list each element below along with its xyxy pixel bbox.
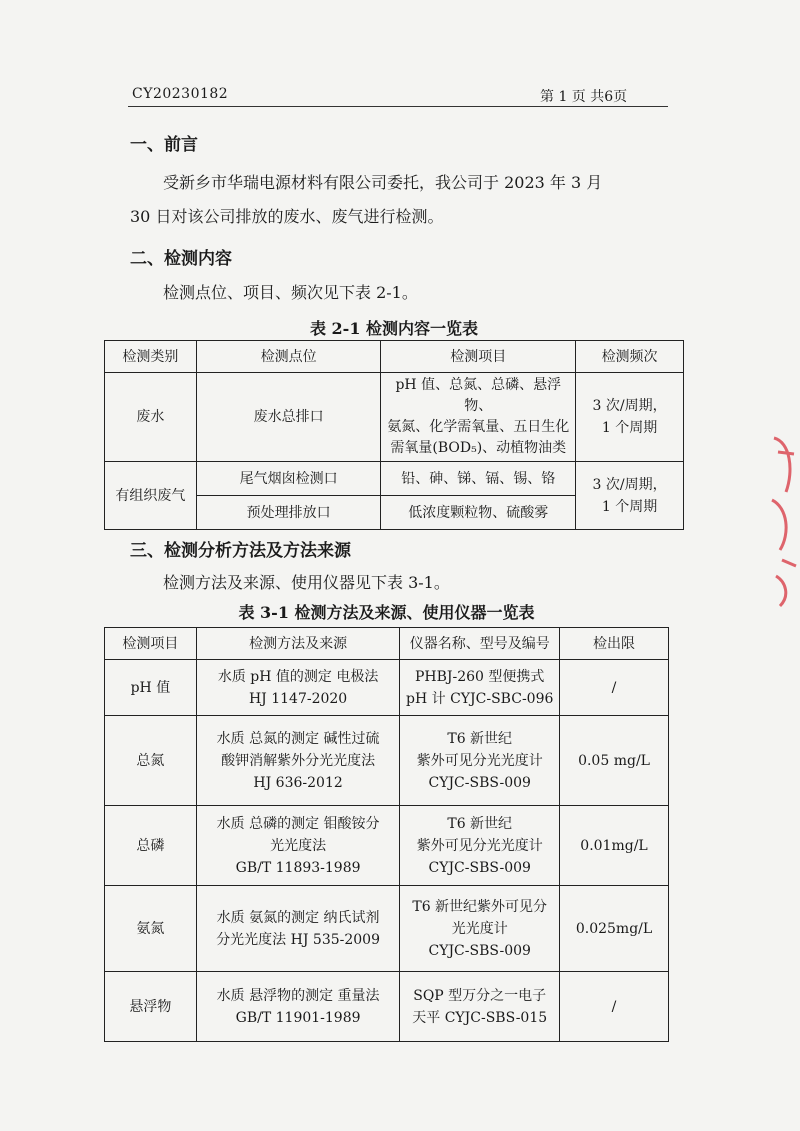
- method-line: 光光度法: [270, 837, 327, 854]
- instrument-line: 紫外可见分光光度计: [416, 752, 543, 769]
- instrument-line: pH 计 CYJC-SBC-096: [406, 690, 554, 707]
- table-row: [105, 373, 684, 462]
- cell-method: [196, 972, 400, 1042]
- method-line: HJ 636-2012: [253, 774, 343, 791]
- section-3-title: 三、检测分析方法及方法来源: [130, 541, 351, 561]
- section-2-text: 检测点位、项目、频次见下表 2-1。: [163, 283, 418, 302]
- table-header-row: [105, 341, 684, 373]
- method-line: 分光光度法 HJ 535-2009: [216, 931, 380, 948]
- cell-limit: 0.025mg/L: [560, 886, 669, 972]
- item-line: 需氧量(BOD₅)、动植物油类: [390, 440, 567, 456]
- header-point: 检测点位: [196, 341, 381, 373]
- method-line: 水质 氨氮的测定 纳氏试剂: [216, 909, 380, 926]
- cell-instrument: [400, 886, 560, 972]
- table-row: [105, 886, 669, 972]
- header-rule: [128, 106, 668, 107]
- cell-frequency: [576, 462, 684, 530]
- header-item: 检测项目: [105, 628, 197, 660]
- instrument-line: SQP 型万分之一电子: [413, 987, 547, 1004]
- item-line: 氨氮、化学需氧量、五日生化: [387, 419, 570, 435]
- cell-point: 尾气烟囱检测口: [196, 462, 381, 496]
- instrument-line: 天平 CYJC-SBS-015: [412, 1009, 548, 1026]
- table-row: [105, 660, 669, 716]
- item-line: pH 值、总氮、总磷、悬浮物、: [395, 377, 562, 414]
- method-line: HJ 1147-2020: [248, 690, 348, 707]
- cell-limit: 0.05 mg/L: [560, 716, 669, 806]
- table-methods: [104, 627, 669, 1042]
- cell-items: 低浓度颗粒物、硫酸雾: [381, 496, 576, 530]
- section-1-line-1: 受新乡市华瑞电源材料有限公司委托，我公司于 2023 年 3 月: [163, 173, 603, 192]
- method-line: 水质 总磷的测定 钼酸铵分: [216, 815, 380, 832]
- cell-item: 总氮: [105, 716, 197, 806]
- method-line: 水质 悬浮物的测定 重量法: [216, 987, 380, 1004]
- cell-item: pH 值: [105, 660, 197, 716]
- section-1-line-2: 30 日对该公司排放的废水、废气进行检测。: [130, 207, 444, 226]
- freq-line: 3 次/周期，: [592, 476, 667, 493]
- instrument-line: 紫外可见分光光度计: [416, 837, 543, 854]
- method-line: GB/T 11893-1989: [235, 859, 361, 876]
- cell-category: 废水: [105, 373, 197, 462]
- freq-line: 1 个周期: [601, 498, 658, 515]
- cell-limit: 0.01mg/L: [560, 806, 669, 886]
- instrument-line: T6 新世纪: [447, 815, 513, 832]
- header-category: 检测类别: [105, 341, 197, 373]
- cell-items: 铅、砷、锑、镉、锡、铬: [381, 462, 576, 496]
- table-header-row: [105, 628, 669, 660]
- instrument-line: T6 新世纪: [447, 730, 513, 747]
- cell-method: [196, 886, 400, 972]
- cell-item: 总磷: [105, 806, 197, 886]
- header-method: 检测方法及来源: [196, 628, 400, 660]
- instrument-line: T6 新世纪紫外可见分: [412, 898, 548, 915]
- header-limit: 检出限: [560, 628, 669, 660]
- cell-category: 有组织废气: [105, 462, 197, 530]
- cell-limit: /: [560, 972, 669, 1042]
- cell-instrument: [400, 806, 560, 886]
- cell-method: [196, 660, 400, 716]
- instrument-line: PHBJ-260 型便携式: [414, 668, 545, 685]
- table-row: [105, 806, 669, 886]
- cell-item: 悬浮物: [105, 972, 197, 1042]
- table-1-caption: 表 2-1 检测内容一览表: [309, 319, 479, 338]
- table-row: [105, 462, 684, 496]
- header-frequency: 检测频次: [576, 341, 684, 373]
- section-2-title: 二、检测内容: [130, 249, 232, 269]
- seal-stamp-fragment: [760, 430, 800, 610]
- instrument-line: CYJC-SBS-009: [428, 942, 531, 959]
- cell-point: 预处理排放口: [196, 496, 381, 530]
- method-line: GB/T 11901-1989: [235, 1009, 361, 1026]
- instrument-line: CYJC-SBS-009: [428, 859, 531, 876]
- table-2-caption: 表 3-1 检测方法及来源、使用仪器一览表: [238, 603, 535, 622]
- section-3-text: 检测方法及来源、使用仪器见下表 3-1。: [163, 573, 450, 592]
- page-info: 第 1 页 共6页: [540, 89, 628, 105]
- cell-items: [381, 373, 576, 462]
- method-line: 酸钾消解紫外分光光度法: [221, 752, 376, 769]
- header-items: 检测项目: [381, 341, 576, 373]
- method-line: 水质 总氮的测定 碱性过硫: [216, 730, 380, 747]
- cell-instrument: [400, 716, 560, 806]
- method-line: 水质 pH 值的测定 电极法: [217, 668, 379, 685]
- cell-method: [196, 716, 400, 806]
- cell-instrument: [400, 972, 560, 1042]
- cell-method: [196, 806, 400, 886]
- table-row: [105, 972, 669, 1042]
- instrument-line: 光光度计: [451, 920, 508, 937]
- table-detection-content: [104, 340, 684, 530]
- freq-line: 1 个周期: [601, 420, 658, 436]
- instrument-line: CYJC-SBS-009: [428, 774, 531, 791]
- doc-number: CY20230182: [132, 86, 229, 102]
- header-instrument: 仪器名称、型号及编号: [400, 628, 560, 660]
- cell-limit: /: [560, 660, 669, 716]
- freq-line: 3 次/周期，: [592, 398, 667, 414]
- section-1-title: 一、前言: [130, 135, 198, 155]
- cell-instrument: [400, 660, 560, 716]
- cell-frequency: [576, 373, 684, 462]
- table-row: [105, 716, 669, 806]
- cell-item: 氨氮: [105, 886, 197, 972]
- cell-point: 废水总排口: [196, 373, 381, 462]
